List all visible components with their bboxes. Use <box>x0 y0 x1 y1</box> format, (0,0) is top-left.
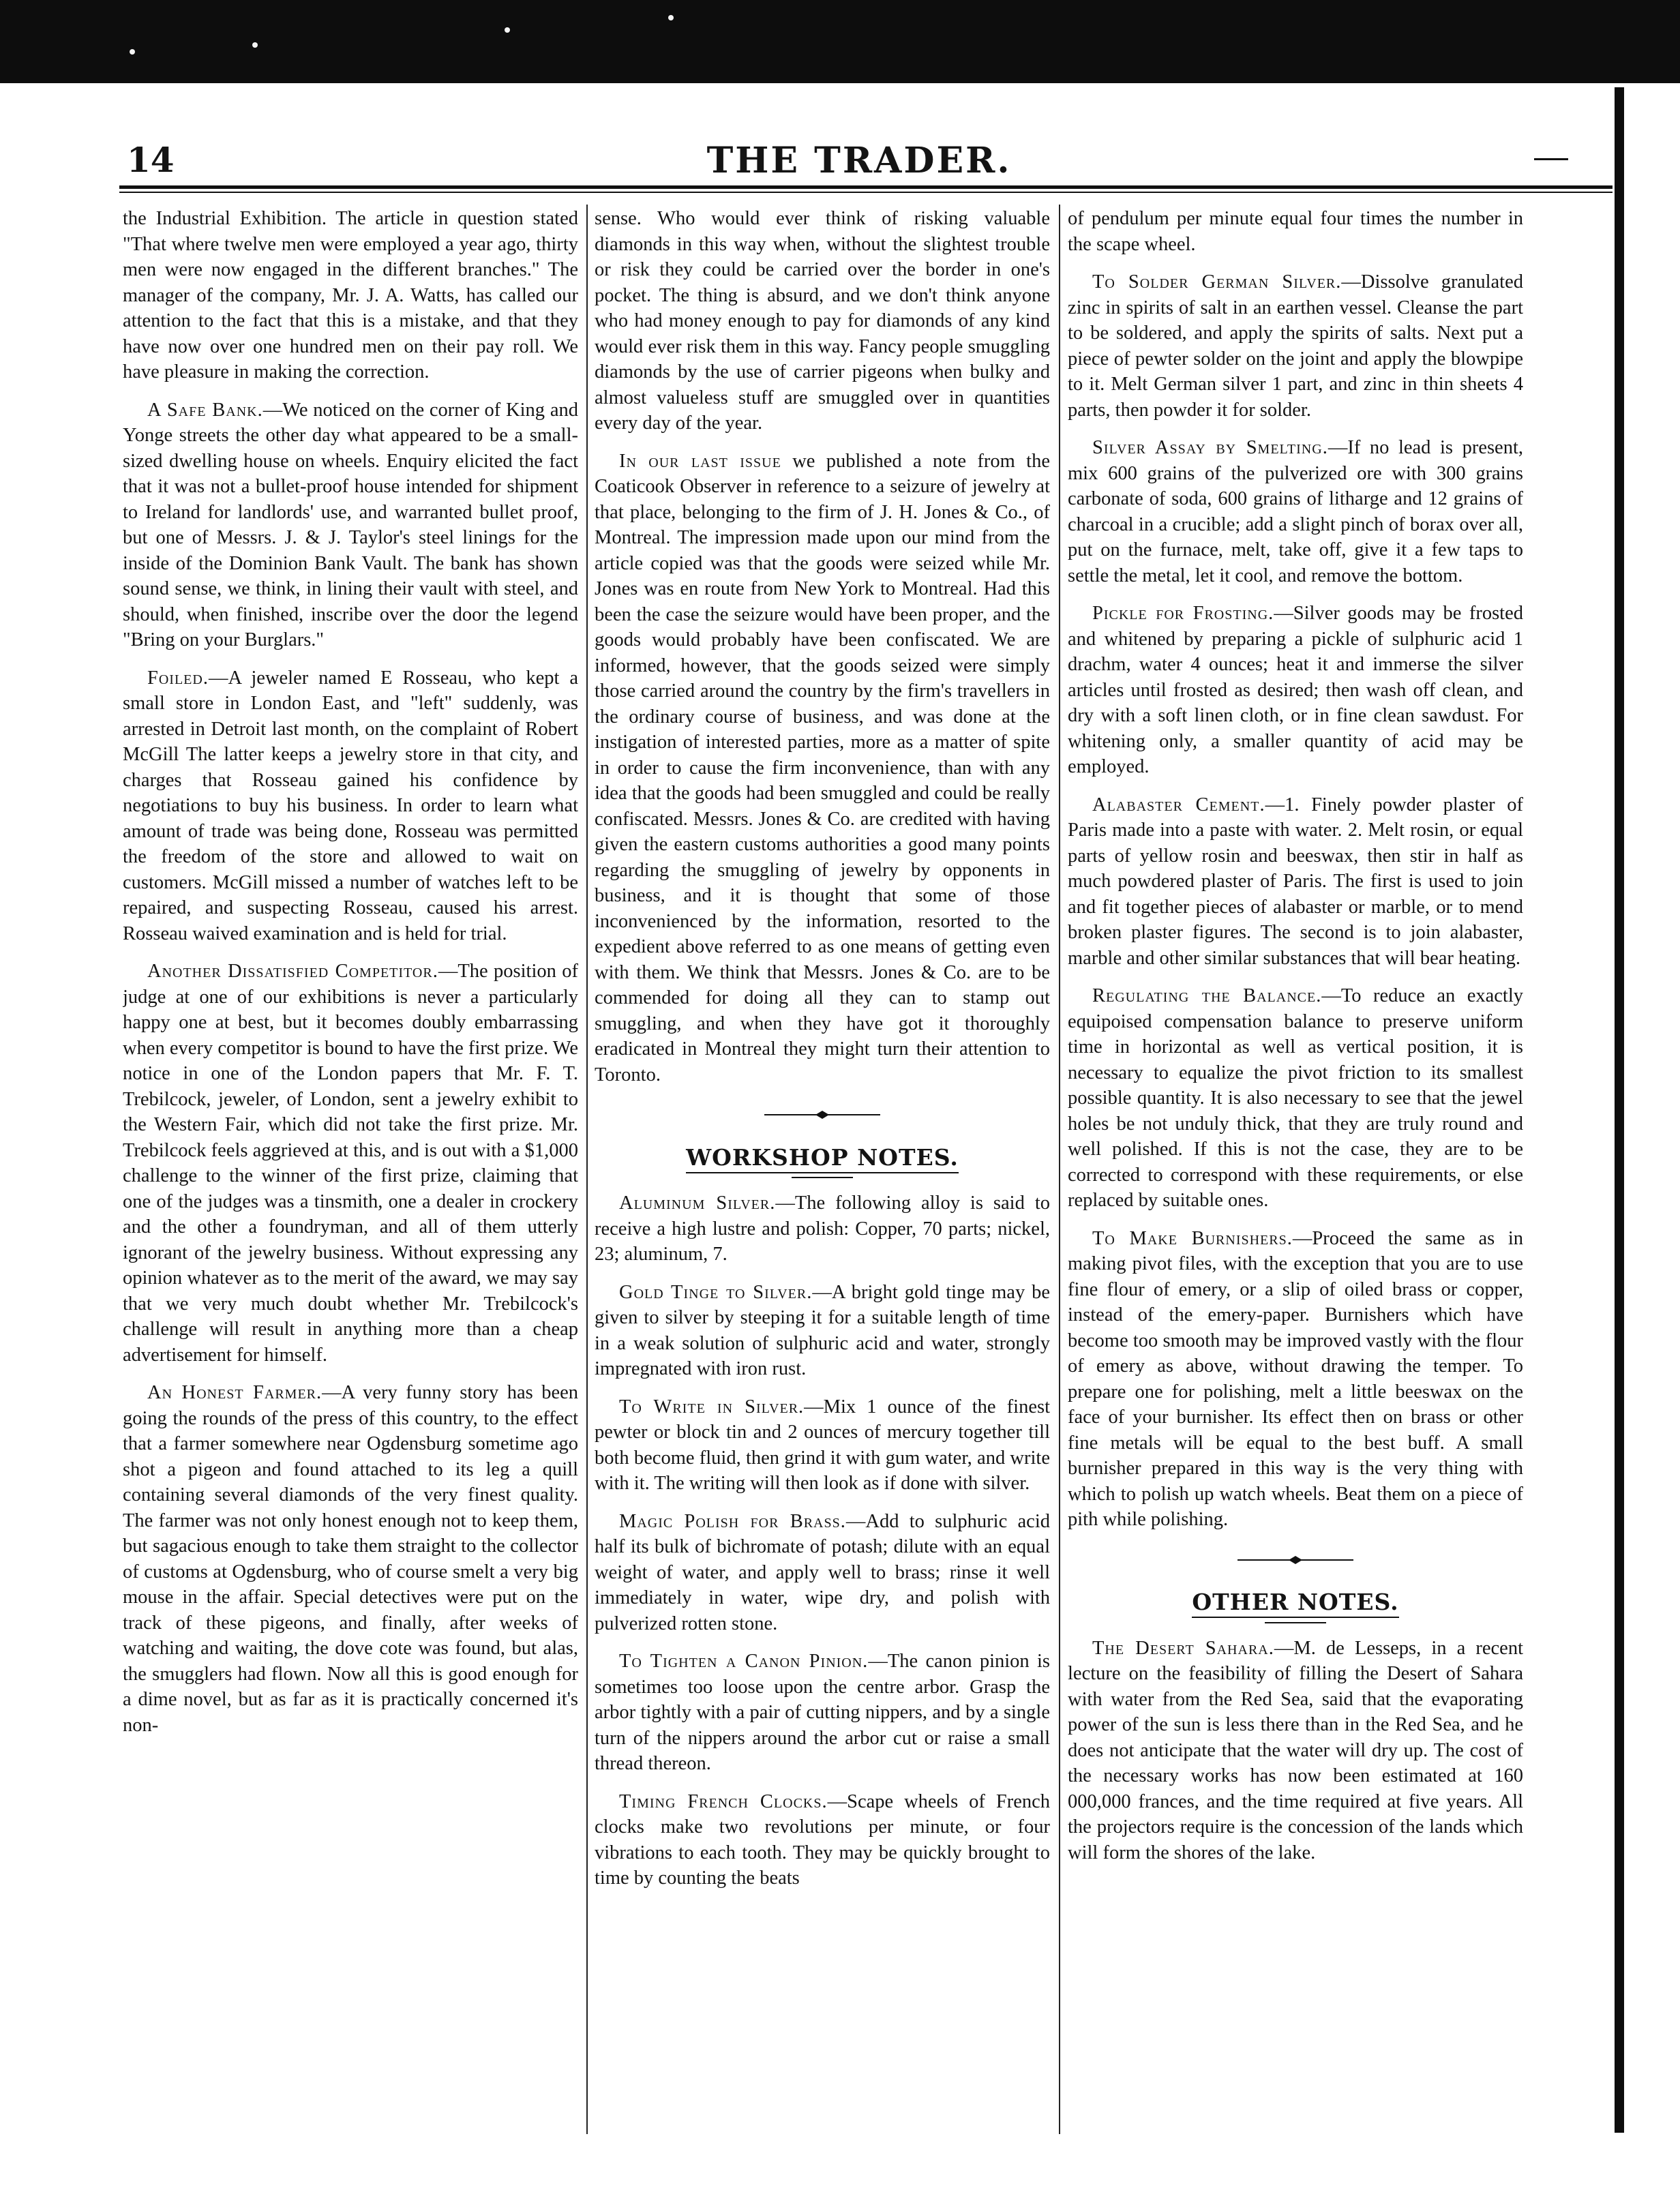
section-heading-workshop-text: WORKSHOP NOTES. <box>686 1144 959 1173</box>
ornament-divider-icon <box>1238 1555 1353 1565</box>
article-text: —Add to sulphuric acid half its bulk of bichromate of potash; dilute with an equal weight of water, and apply well to brass; rinse it well immediately in water, wipe dry, and polish with pulverized rotten stone. <box>595 1510 1050 1634</box>
article-paragraph <box>123 959 578 1368</box>
article-text: —Silver goods may be frosted and whitened by preparing a pickle of sulphuric acid 1 drachm, water 4 ounces; heat it and immerse the silver articles until frosted as desired; then wash off clean, and dry with a soft linen cloth, or in fine clean sawdust. For whitening only, a smaller quantity of acid may be employed. <box>1068 603 1523 777</box>
section-ornament <box>1068 1546 1523 1572</box>
article-paragraph <box>123 206 578 385</box>
article-text: —Scape wheels of French clocks make two revolutions per minute, or four vibrations to each tooth. They may be quickly brought to time by counting the beats <box>595 1790 1050 1889</box>
article-text: the Industrial Exhibition. The article in question stated "That where twelve men were employed a year ago, thirty men were now engaged in the different branches." The manager of the company, Mr. J. A. Watts, has called our attention to the fact that this is a mistake, and that they have now over one hundred men on their pay roll. We have pleasure in making the correction. <box>123 208 578 382</box>
article-paragraph <box>1068 792 1523 972</box>
article-text: —The canon pinion is sometimes too loose upon the centre arbor. Grasp the arbor tightly with a pair of cutting nippers, and by a single turn of the nippers around the arbor cut or raise a small thread thereon. <box>595 1651 1050 1774</box>
article-paragraph <box>595 1280 1050 1382</box>
article-paragraph <box>1068 269 1523 423</box>
article-lead: A Safe Bank. <box>147 399 263 421</box>
scan-speck <box>252 42 258 48</box>
column-3-articles <box>1068 206 1523 1533</box>
article-lead: In our last issue <box>619 450 781 472</box>
article-paragraph <box>595 1649 1050 1777</box>
column-2-articles <box>595 206 1050 1088</box>
article-text: of pendulum per minute equal four times the number in the scape wheel. <box>1068 208 1523 255</box>
article-lead: Aluminum Silver. <box>619 1192 776 1214</box>
article-paragraph <box>1068 1636 1523 1866</box>
article-paragraph <box>595 1190 1050 1268</box>
article-lead: Pickle for Frosting. <box>1092 603 1274 624</box>
article-paragraph <box>1068 435 1523 588</box>
article-text: —Mix 1 ounce of the finest pewter or block tin and 2 ounces of mercury together till both become fluid, then grind it with gum water, and write with it. The writing will then look as if done with silver. <box>595 1396 1050 1494</box>
article-text: —Proceed the same as in making pivot files, with the exception that you are to use fine flour of emery, or a slip of oiled brass or copper, instead of the emery-paper. Burnishers which have become too smooth may be improved vastly with the flour of emery as above, without drawing the temper. To prepare one for polishing, melt a little beeswax on the face of your burnisher. Its effect then on brass or other fine metals will be equal to the best buff. A small burnisher prepared in this way is the very thing with which to polish up watch wheels. Beat them on a piece of pith while polishing. <box>1068 1227 1523 1530</box>
article-lead: Alabaster Cement. <box>1092 794 1265 815</box>
article-paragraph <box>595 1394 1050 1497</box>
article-lead: Magic Polish for Brass. <box>619 1510 846 1532</box>
article-paragraph <box>1068 206 1523 257</box>
article-paragraph <box>123 397 578 653</box>
article-lead: Foiled. <box>147 667 209 689</box>
column-divider <box>586 205 588 2134</box>
article-lead: Regulating the Balance. <box>1092 985 1322 1006</box>
article-text: sense. Who would ever think of risking valuable diamonds in this way when, without the slightest trouble or risk they could be carried over the border in one's pocket. The thing is absurd, and we don't think anyone who had money enough to pay for diamonds of any kind would ever risk them in this way. Fancy people smuggling diamonds by the use of carrier pigeons when bulky and almost valueless stuff are smuggled over in quantities every day of the year. <box>595 208 1050 434</box>
article-text: we published a note from the Coaticook Observer in reference to a seizure of jewelry at that place, belonging to the firm of J. H. Jones & Co., of Montreal. The impression made upon our mind from the article copied was that the goods were seized while Mr. Jones was en route from New York to Montreal. Had this been the case the seizure would have been proper, and the goods would probably have been confiscated. We are informed, however, that the goods seized were simply those carried around the country by the firm's travellers in the ordinary course of business, and was done at the instigation of interested parties, more as a matter of spite in order to cause the firm inconvenience, than with any idea that the goods had been smuggled and could be really confiscated. Messrs. Jones & Co. are credited with having given the eastern customs authorities a good many points regarding the smuggling of jewelry by opponents in business, and it is thought that some of those inconvenienced by the information, resorted to the expedient above referred to as one means of getting even with them. We think that Messrs. Jones & Co. are to be commended for doing all they can to stamp out smuggling, and when they have got it thoroughly eradicated in Montreal they might turn their attention to Toronto. <box>595 450 1050 1085</box>
section-heading-other-text: OTHER NOTES. <box>1192 1589 1398 1618</box>
article-lead: To Make Burnishers. <box>1092 1227 1293 1249</box>
article-text: —To reduce an exactly equipoised compensation balance to preserve uniform time in horizontal as well as vertical position, it is necessary to equalize the pivot friction to its smallest possible quantity. It is also necessary to see that the jewel holes be not unduly thick, that they are truly round and well polished. If this is not the case, they are to be corrected to correspond with these requirements, or else replaced by suitable ones. <box>1068 985 1523 1211</box>
header-rule-thin <box>119 192 1612 193</box>
article-lead: To Solder German Silver. <box>1092 271 1342 292</box>
article-text: —1. Finely powder plaster of Paris made into a paste with water. 2. Melt rosin, or equal parts of yellow rosin and beeswax, then stir in half as much powdered plaster of Paris. The first is used to join and fit together pieces of alabaster or marble, or to mend broken plaster figures. The second is to join alabaster, marble and other similar substances that will bear heating. <box>1068 794 1523 969</box>
column-2 <box>595 206 1050 2156</box>
article-paragraph <box>1068 983 1523 1214</box>
article-lead: Timing French Clocks. <box>619 1790 828 1812</box>
section-underline <box>1265 1622 1326 1623</box>
page-header <box>116 140 1602 179</box>
other-notes <box>1068 1636 1523 1866</box>
article-lead: Gold Tinge to Silver. <box>619 1281 813 1303</box>
article-paragraph <box>595 206 1050 436</box>
article-lead: Another Dissatisfied Competitor. <box>147 961 438 982</box>
article-text: —The following alloy is said to receive a high lustre and polish: Copper, 70 parts; nickel, 23; aluminum, 7. <box>595 1192 1050 1265</box>
header-dash <box>1534 158 1568 160</box>
scan-speck <box>505 27 510 33</box>
section-underline <box>792 1177 853 1178</box>
article-text: —The position of judge at one of our exhibitions is never a particularly happy one at best, but it becomes doubly embarrassing when every competitor is bound to have the first prize. We notice in one of the London papers that Mr. F. T. Trebilcock, jeweler, of London, sent a jewelry exhibit to the Western Fair, which did not take the first prize. Mr. Trebilcock feels aggrieved at this, and is out with a $1,000 challenge to the winner of the first prize, claiming that one of the judges was a tinsmith, one a dealer in crockery and the other a foundryman, and all of them utterly ignorant of the jewelry business. Without expressing any opinion whatever as to the merit of the award, we may say that we very much doubt whether Mr. Trebilcock's challenge will result in anything more than a cheap advertisement for himself. <box>123 961 578 1366</box>
page-number: 14 <box>127 140 175 180</box>
article-text: —If no lead is present, mix 600 grains of the pulverized ore with 300 grains carbonate of soda, 600 grains of litharge and 12 grains of charcoal in a crucible; add a slight pinch of borax over all, put on the furnace, melt, take off, give it a few taps to settle the metal, let it cool, and remove the bottom. <box>1068 437 1523 586</box>
section-heading-workshop <box>595 1145 1050 1171</box>
column-3 <box>1068 206 1523 2156</box>
article-text: —Dissolve granulated zinc in spirits of salt in an earthen vessel. Cleanse the part to be soldered, and apply the spirits of salts. Next put a piece of pewter solder on the joint and apply the blowpipe to it. Melt German silver 1 part, and zinc in thin sheets 4 parts, then powder it for solder. <box>1068 271 1523 421</box>
article-text: —A jeweler named E Rosseau, who kept a small store in London East, and "left" suddenly, was arrested in Detroit last month, on the complaint of Robert McGill The latter keeps a jewelry store in that city, and charges that Rosseau gained his confidence by negotiations to buy his business. In order to learn what amount of trade was being done, Rosseau was permitted the freedom of the store and allowed to wait on customers. McGill missed a number of watches left to be repaired, and suspecting Rosseau, caused his arrest. Rosseau waived examination and is held for trial. <box>123 667 578 944</box>
scan-speck <box>130 49 135 55</box>
section-ornament <box>595 1101 1050 1127</box>
article-paragraph <box>123 665 578 947</box>
article-lead: To Tighten a Canon Pinion. <box>619 1651 869 1672</box>
scan-top-edge <box>0 0 1680 83</box>
column-1 <box>123 206 578 2156</box>
article-paragraph <box>123 1380 578 1738</box>
article-lead: An Honest Farmer. <box>147 1382 322 1403</box>
article-paragraph <box>595 449 1050 1088</box>
scan-right-edge <box>1615 87 1624 2133</box>
article-lead: The Desert Sahara. <box>1092 1637 1274 1659</box>
section-heading-other <box>1068 1589 1523 1615</box>
article-paragraph <box>595 1509 1050 1637</box>
article-text: —A very funny story has been going the rounds of the press of this country, to the effect that a farmer somewhere near Ogdensburg sometime ago shot a pigeon and found attached to its leg a quill containing several diamonds of the very finest quality. The farmer was not only honest enough not to keep them, but sagacious enough to take them straight to the collector of customs at Ogdensburg, who of course smelt a very big mouse in the affair. Special detectives were put on the track of these pigeons, and finally, after weeks of watching and waiting, the dove cote was found, but alas, the smugglers had flown. Now all this is good enough for a dime novel, but as far as it is practically concerned it's non- <box>123 1382 578 1736</box>
article-paragraph <box>595 1789 1050 1891</box>
ornament-divider-icon <box>764 1110 880 1120</box>
article-text: —M. de Lesseps, in a recent lecture on the feasibility of filling the Desert of Sahara with water from the Red Sea, said that the evaporating power of the sun is less there than in the Red Sea, and he does not anticipate that the water will dry up. The cost of the necessary works has now been estimated at 160 000,000 frances, and the time required at five years. All the projectors require is the concession of the lands which will form the shores of the lake. <box>1068 1637 1523 1863</box>
article-lead: Silver Assay by Smelting. <box>1092 437 1328 458</box>
article-paragraph <box>1068 1226 1523 1533</box>
article-text: —We noticed on the corner of King and Yonge streets the other day what appeared to be a small-sized dwelling house on wheels. Enquiry elicited the fact that it was not a bullet-proof house intended for shipment to Ireland for landlords' use, and warranted bullet proof, but one of Messrs. J. & J. Taylor's steel linings for the inside of the Dominion Bank Vault. The bank has shown sound sense, we think, in lining their vault with steel, and should, when finished, inscribe over the door the legend "Bring on your Burglars." <box>123 399 578 650</box>
masthead-title: THE TRADER. <box>706 140 1012 181</box>
article-lead: To Write in Silver. <box>619 1396 805 1418</box>
header-rule <box>119 185 1612 189</box>
article-paragraph <box>1068 601 1523 780</box>
column-divider <box>1059 205 1060 2134</box>
scan-speck <box>668 15 674 20</box>
article-text: —A bright gold tinge may be given to silver by steeping it for a suitable length of time in a weak solution of sulphuric acid and water, strongly impregnated with iron rust. <box>595 1281 1050 1379</box>
workshop-notes <box>595 1190 1050 1891</box>
